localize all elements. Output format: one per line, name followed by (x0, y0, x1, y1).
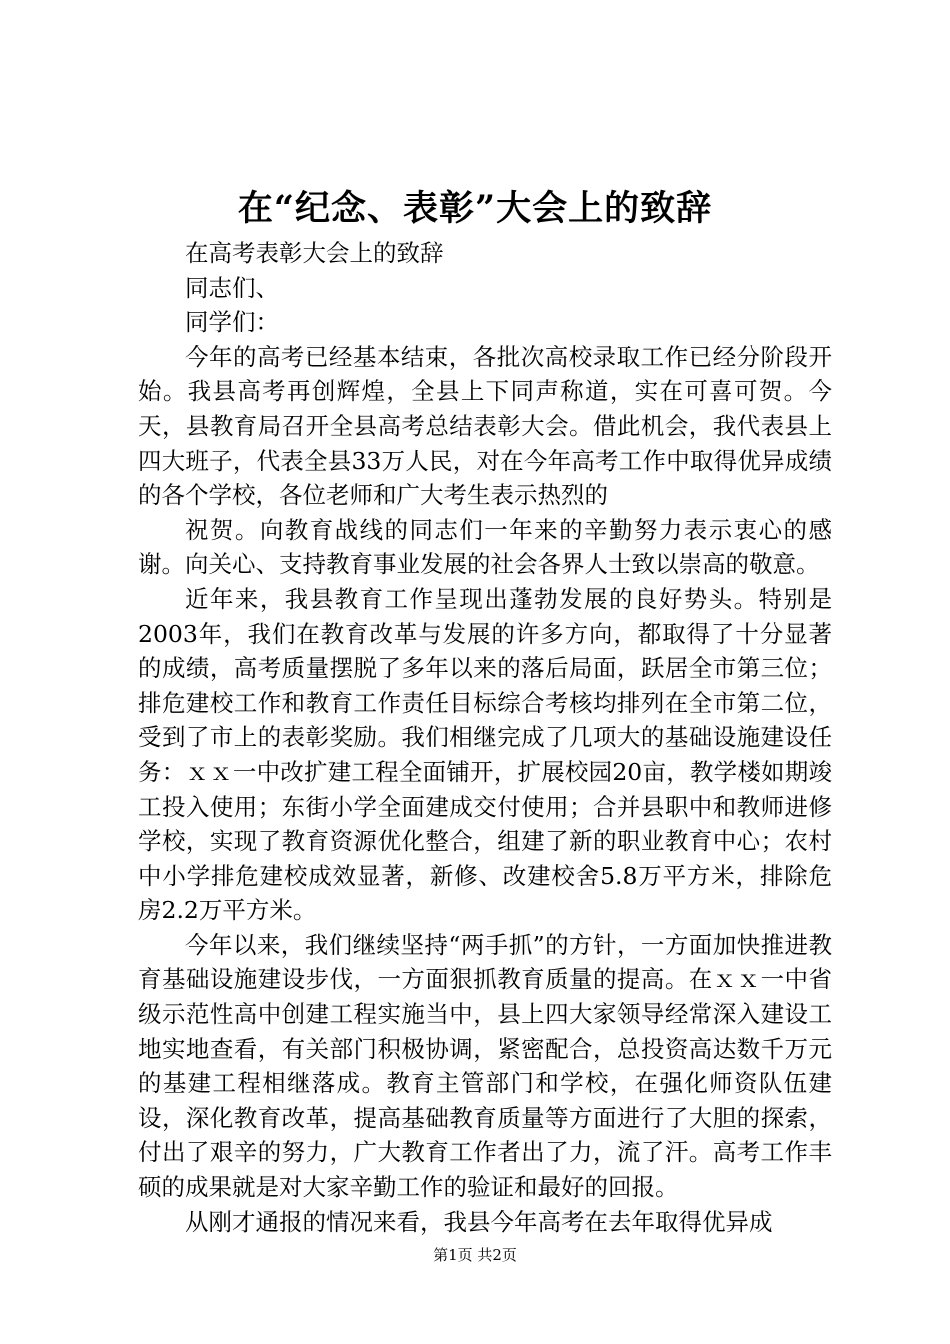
paragraph-report: 从刚才通报的情况来看，我县今年高考在去年取得优异成 (185, 1207, 773, 1236)
paragraph-this-year: 今年以来，我们继续坚持“两手抓”的方针，一方面加快推进教育基础设施建设步伐，一方面狠抓教育质量的提高。在ｘｘ一中省级示范性高中创建工程实施当中，县上四大家领导经常深入建设工地实地查看，有关部门积极协调，紧密配合，总投资高达数千万元的基建工程相继落成。教育主管部门和学校，在强化师资队伍建设，深化教育改革，提高基础教育质量等方面进行了大胆的探索，付出了艰辛的努力，广大教育工作者出了力，流了汗。高考工作丰硕的成果就是对大家辛勤工作的验证和最好的回报。 (138, 930, 832, 1202)
document-body (138, 236, 832, 1239)
page-number: 第1页 共2页 (433, 1246, 517, 1264)
subtitle-line: 在高考表彰大会上的致辞 (185, 239, 444, 267)
salutation-students: 同学们： (185, 308, 279, 337)
paragraph-thanks: 祝贺。向教育战线的同志们一年来的辛勤努力表示衷心的感谢。向关心、支持教育事业发展的社会各界人士致以崇高的敬意。 (138, 515, 832, 579)
paragraph-recent-years: 近年来，我县教育工作呈现出蓬勃发展的良好势头。特别是2003年，我们在教育改革与发展的许多方向，都取得了十分显著的成绩，高考质量摆脱了多年以来的落后局面，跃居全市第三位；排危建校工作和教育工作责任目标综合考核均排列在全市第二位，受到了市上的表彰奖励。我们相继完成了几项大的基础设施建设任务：ｘｘ一中改扩建工程全面铺开，扩展校园20亩，教学楼如期竣工投入使用；东街小学全面建成交付使用；合并县职中和教师进修学校，实现了教育资源优化整合，组建了新的职业教育中心；农村中小学排危建校成效显著，新修、改建校舍5.8万平方米，排除危房2.2万平方米。 (138, 584, 832, 925)
paragraph-opening: 今年的高考已经基本结束，各批次高校录取工作已经分阶段开始。我县高考再创辉煌，全县上下同声称道，实在可喜可贺。今天，县教育局召开全县高考总结表彰大会。借此机会，我代表县上四大班子，代表全县33万人民，对在今年高考工作中取得优异成绩的各个学校，各位老师和广大考生表示热烈的 (138, 342, 832, 510)
salutation-comrades: 同志们、 (185, 273, 279, 302)
document-title: 在“纪念、表彰”大会上的致辞 (237, 188, 713, 229)
